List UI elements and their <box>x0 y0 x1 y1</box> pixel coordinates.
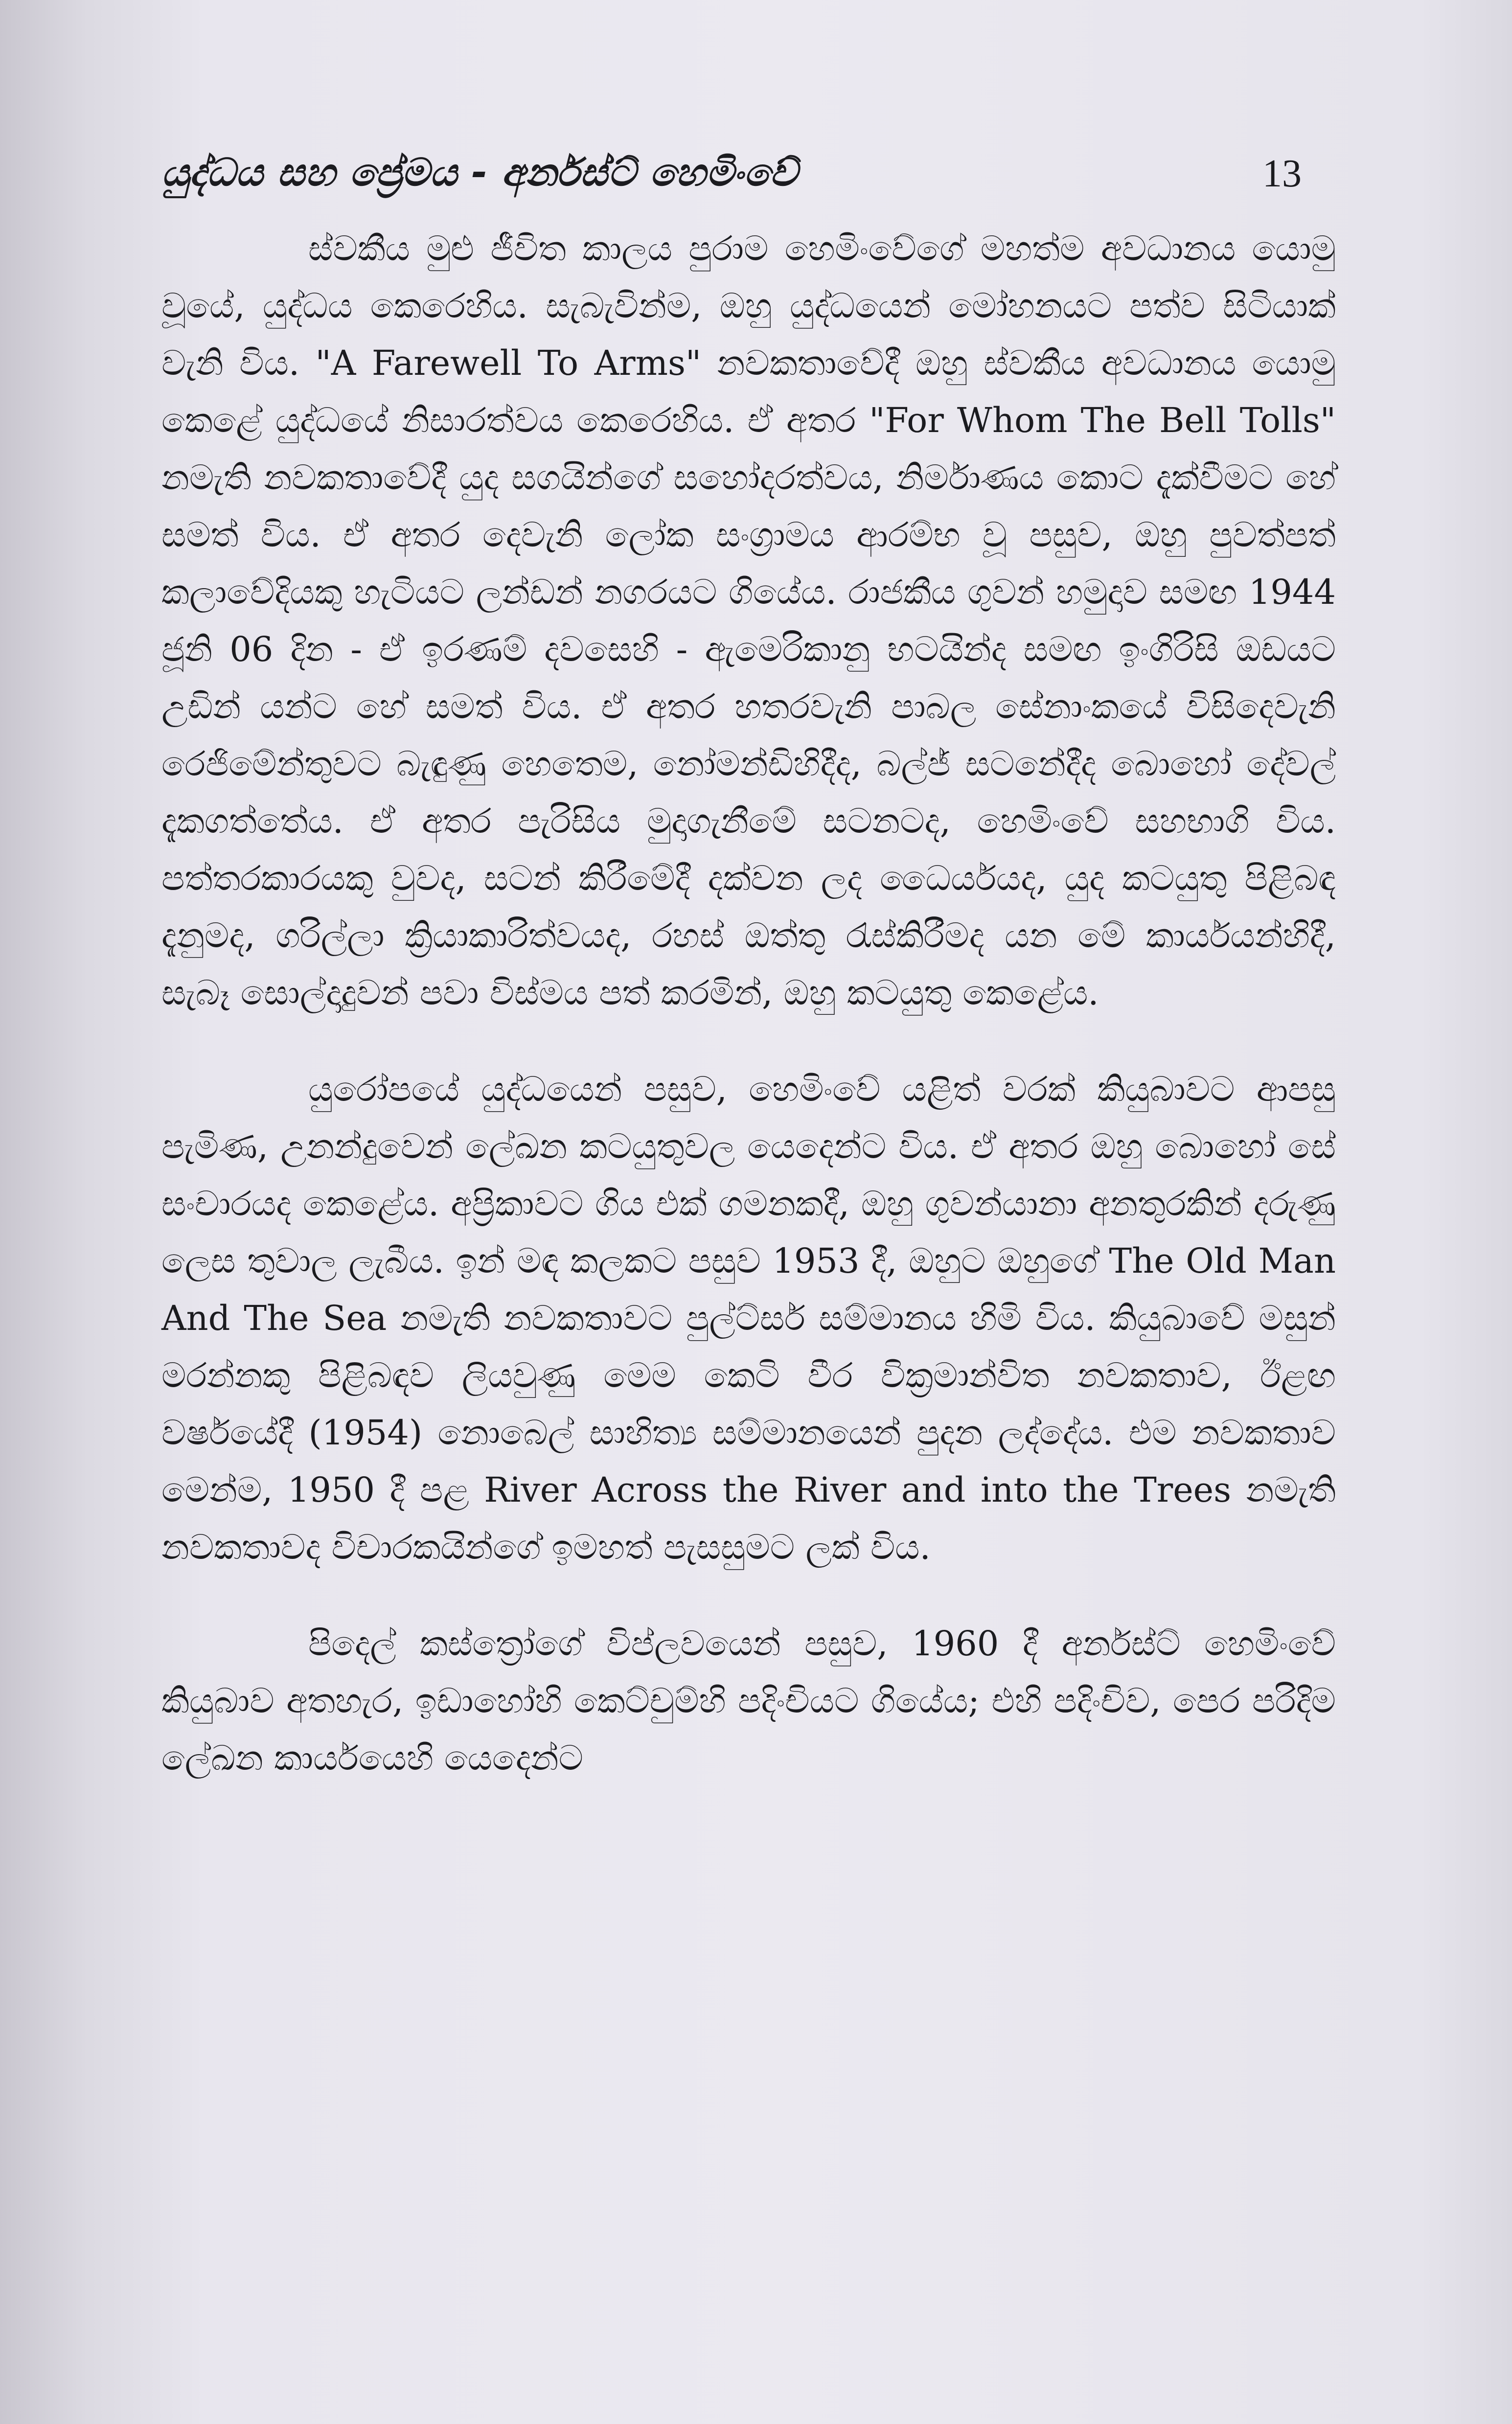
page-number: 13 <box>1262 152 1302 195</box>
body-text <box>161 220 1336 1787</box>
paragraph: ස්වකීය මුළු ජීවිත කාලය පුරාම හෙමිංවේගේ මහත්ම අවධානය යොමු වූයේ, යුද්ධය කෙරෙහිය. සැබැවින්ම, ඔහු යුද්ධයෙන් මෝහනයට පත්ව සිටියාක් වැනි විය. "A Farewell To Arms" නවකතාවේදී ඔහු ස්වකීය අවධානය යොමු කෙළේ යුද්ධයේ නිසාරත්වය කෙරෙහිය. ඒ අතර "For Whom The Bell Tolls" නමැති නවකතාවේදී යුද සගයින්ගේ සහෝදරත්වය, නිර්මාණය කොට දැක්වීමට හේ සමත් විය. ඒ අතර දෙවැනි ලෝක සංග්‍රාමය ආරම්භ වූ පසුව, ඔහු පුවත්පත් කලාවේදියකු හැටියට ලන්ඩන් නගරයට ගියේය. රාජකීය ගුවන් හමුදාව සමඟ 1944 ජූනි 06 දින - ඒ ඉරණම් දවසෙහි - ඇමෙරිකානු භටයින්ද සමඟ ඉංගිරිසි ඔඩයට උඩින් යන්ට හේ සමත් විය. ඒ අතර හතරවැනි පාබල සේනාංකයේ විසිදෙවැනි රෙජිමේන්තුවට බැඳුණු හෙතෙම, නෝමන්ඩිහිදීද, බල්ජ් සටනේදීද බොහෝ දේවල් දැකගත්තේය. ඒ අතර පැරිසිය මුදාගැනීමේ සටනටද, හෙමිංවේ සහභාගි විය. පත්තරකාරයකු වුවද, සටන් කිරීමේදී දක්වන ලද ධෛර්යයද, යුද කටයුතු පිළිබඳ දැනුමද, ගරිල්ලා ක්‍රියාකාරිත්වයද, රහස් ඔත්තු රැස්කිරීමද යන මේ කාර්යයන්හිදී, සැබෑ සොල්දාදුවන් පවා විස්මය පත් කරමින්, ඔහු කටයුතු කෙළේය. <box>161 229 1336 1013</box>
running-title: යුද්ධය සහ ප්‍රේමය - අර්නස්ට් හෙමිංවේ <box>161 151 798 195</box>
paragraph: පිදෙල් කස්ත්‍රෝගේ විප්ලවයෙන් පසුව, 1960 දී අර්නස්ට් හෙමිංවේ කියුබාව අතහැර, ඉඩාහෝහි කෙට්චුම්හි පදිංචියට ගියේය; එහි පදිංචිව, පෙර පරිදිම ලේඛන කාර්යයෙහි යෙදෙන්ට <box>161 1624 1336 1778</box>
running-header <box>161 142 1302 210</box>
paragraph: යුරෝපයේ යුද්ධයෙන් පසුව, හෙමිංවේ යළිත් වරක් කියුබාවට ආපසු පැමිණ, උනන්දුවෙන් ලේඛන කටයුතුවල යෙදෙන්ට විය. ඒ අතර ඔහු බොහෝ සේ සංචාරයද කෙළේය. අප්‍රිකාවට ගිය එක් ගමනකදී, ඔහු ගුවන්යානා අනතුරකින් දරුණු ලෙස තුවාල ලැබීය. ඉන් මඳ කලකට පසුව 1953 දී, ඔහුට ඔහුගේ The Old Man And The Sea නමැති නවකතාවට පුල්ට්සර් සම්මානය හිමි විය. කියුබාවේ මසුන් මරන්නකු පිළිබඳව ලියවුණු මෙම කෙටි වීර වික්‍රමාන්විත නවකතාව, ඊළඟ වර්ෂයේදී (1954) නොබෙල් සාහිත්‍ය සම්මානයෙන් පුදන ලද්දේය. එම නවකතාව මෙන්ම, 1950 දී පළ River Across the River and into the Trees නමැති නවකතාවද විචාරකයින්ගේ ඉමහත් පැසසුමට ලක් විය. <box>161 1069 1336 1567</box>
